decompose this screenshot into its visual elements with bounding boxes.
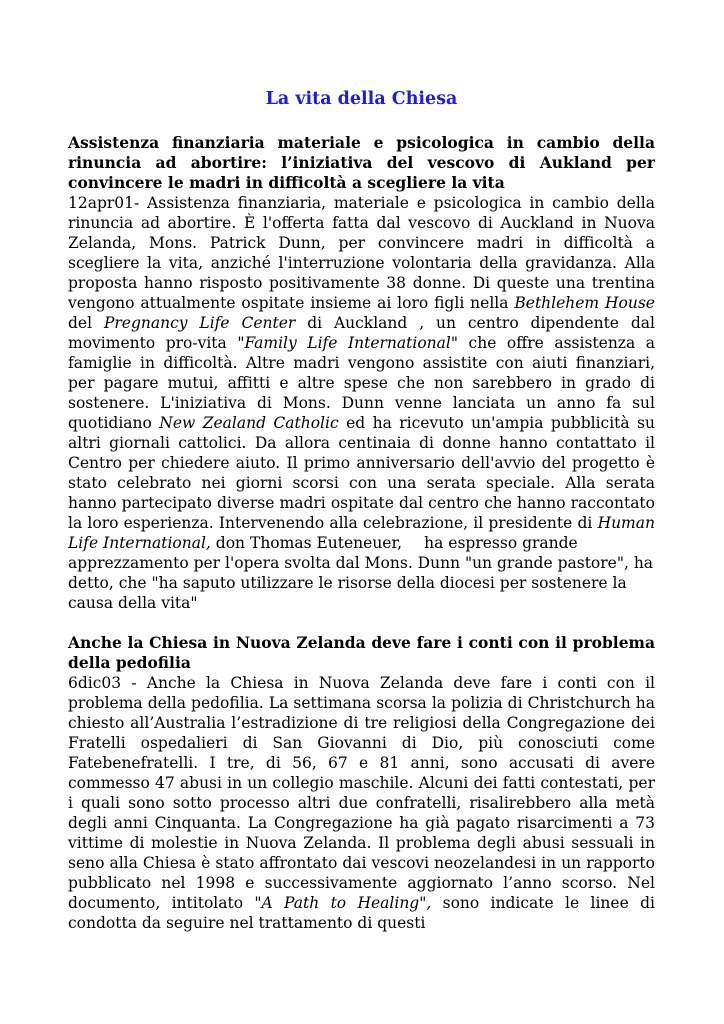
bethlehem-house-name: Bethlehem House [514, 294, 655, 312]
family-life-international-name: "Family Life International" [237, 334, 458, 352]
article-text: sono indicate le linee di condotta da seguire nel trattamento di questi [68, 894, 655, 932]
article-text: Thomas [249, 534, 312, 552]
document-title: La vita della Chiesa [265, 89, 458, 109]
human-life-international-name: Human Life International, [68, 514, 655, 552]
document-page [68, 0, 655, 933]
article-body [68, 193, 655, 613]
article-text: Euteneuer, [316, 534, 403, 552]
new-zealand-catholic-name: New Zealand Catholic [159, 414, 339, 432]
article-text: 6dic03 - Anche la Chiesa in Nuova Zelanda deve fare i conti con il problema della pedofilia. La settimana scorsa la polizia di Christchurch ha chiesto all’Australia l’estradizione di tre religiosi della Congregazione dei Fratelli ospedalieri di San Giovanni di Dio, più conosciuti come Fatebenefratelli. I tre, di 56, 67 e 81 anni, sono accusati di avere commesso 47 abusi in un collegio maschile. Alcuni dei fatti contestati, per i quali sono sotto processo altri due confratelli, risalirebbero alla metà degli anni Cinquanta. La Congregazione ha già pagato risarcimenti a 73 vittime di molestie in Nuova Zelanda. Il problema degli abusi sessuali in seno alla Chiesa è stato affrontato dai vescovi neozelandesi in un rapporto pubblicato nel 1998 e successivamente aggiornato l’anno scorso. Nel documento, intitolato [68, 674, 655, 912]
article-heading: Anche la Chiesa in Nuova Zelanda deve fare i conti con il problema della pedofilia [68, 633, 655, 672]
article-text: che offre assistenza a famiglie in difficoltà. Altre madri vengono assistite con aiuti finanziari, per pagare mutui, affitti e altre spese che non sarebbero in grado di sostenere. L'iniziativa di Mons. Dunn venne lanciata un anno fa sul quotidiano [68, 334, 655, 432]
article-body [68, 673, 655, 933]
article-text: don [215, 534, 246, 552]
article-text: ed ha ricevuto un'ampia pubblicità su altri giornali cattolici. Da allora centinaia di donne hanno contattato il Centro per chiedere aiuto. Il primo anniversario dell'avvio del progetto è stato celebrato nei giorni scorsi con una serata speciale. Alla serata hanno partecipato diverse madri ospitate dal centro che hanno raccontato la loro esperienza. Intervenendo alla celebrazione, il presidente di [68, 414, 655, 532]
article-pedophilia [68, 633, 655, 933]
article-text-closing: apprezzamento per l'opera svolta dal Mons. Dunn "un grande pastore", ha detto, che "ha saputo utilizzare le risorse della diocesi per sostenere la causa della vita" [68, 554, 654, 612]
article-text: ha espresso grande [424, 534, 578, 552]
article-text: 12apr01- Assistenza finanziaria, materiale e psicologica in cambio della rinuncia ad abortire. È l'offerta fatta dal vescovo di Auckland in Nuova Zelanda, Mons. Patrick Dunn, per convincere madri in difficoltà a scegliere la vita, anziché l'interruzione volontaria della gravidanza. Alla proposta hanno risposto positivamente 38 donne. Di queste una trentina vengono attualmente ospitate insieme ai loro figli nella [68, 194, 655, 312]
path-to-healing-title: "A Path to Healing", [254, 894, 432, 912]
article-text: del [68, 314, 93, 332]
article-abortion-assistance [68, 133, 655, 613]
article-text: di Auckland , un centro dipendente dal movimento pro-vita [68, 314, 655, 352]
article-heading: Assistenza finanziaria materiale e psicologica in cambio della rinuncia ad abortire: l’iniziativa del vescovo di Aukland per convincere le madri in difficoltà a scegliere la vita [68, 133, 655, 192]
pregnancy-life-center-name: Pregnancy Life Center [103, 314, 296, 332]
